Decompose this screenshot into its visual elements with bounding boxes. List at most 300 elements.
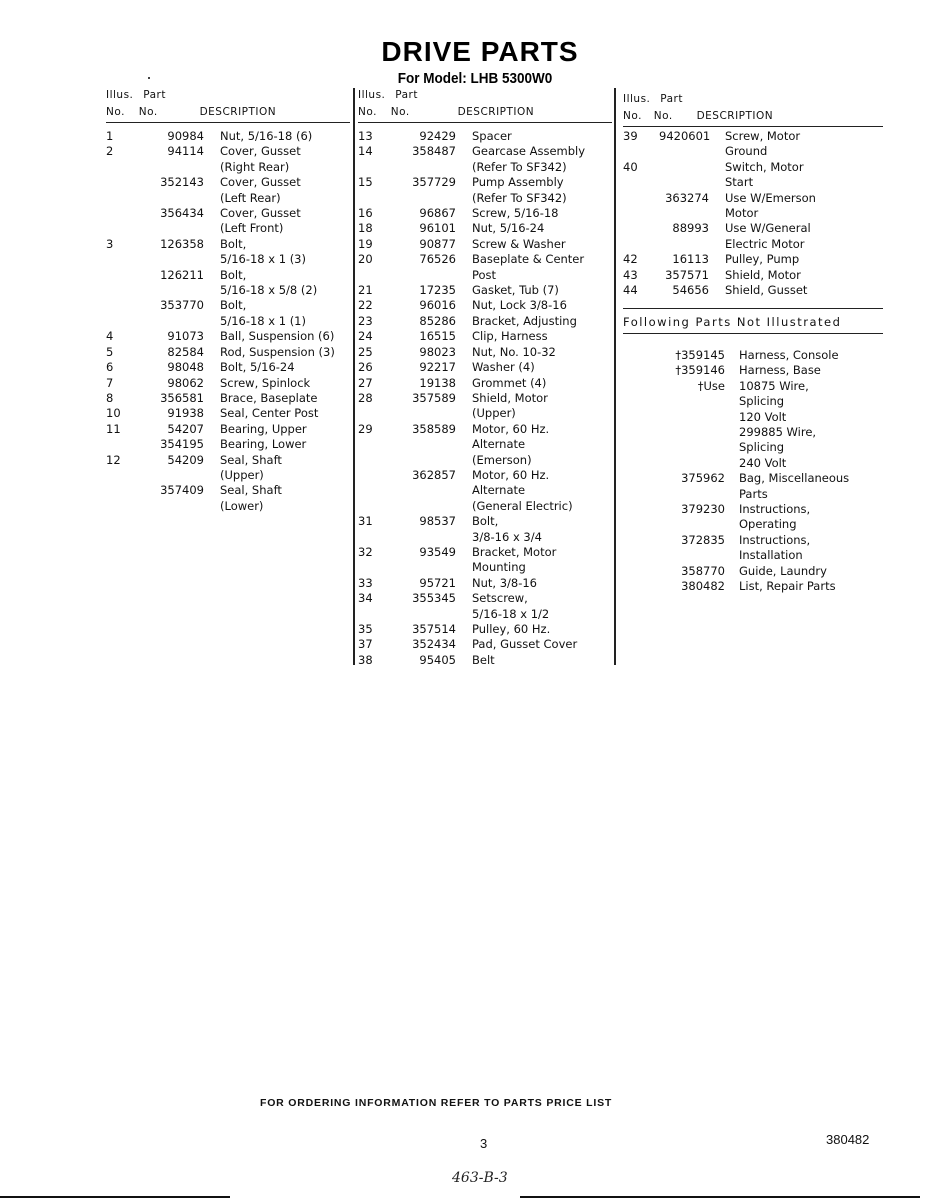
part-description: Start bbox=[725, 175, 754, 190]
part-description: Splicing bbox=[739, 440, 785, 455]
table-row bbox=[106, 206, 350, 221]
part-description: Pad, Gusset Cover bbox=[472, 637, 578, 652]
table-row bbox=[106, 175, 350, 190]
table-row bbox=[623, 206, 883, 221]
illus-number: 12 bbox=[106, 452, 121, 467]
part-description: Nut, 3/8-16 bbox=[472, 575, 538, 590]
table-row bbox=[623, 410, 883, 425]
illus-number: 26 bbox=[358, 360, 373, 375]
part-description: Alternate bbox=[472, 437, 526, 452]
table-row bbox=[358, 129, 612, 144]
part-number bbox=[659, 237, 725, 252]
part-number: 85286 bbox=[419, 313, 456, 328]
table-row bbox=[623, 548, 883, 563]
part-number: 358770 bbox=[681, 563, 725, 578]
part-description: Bolt, bbox=[220, 236, 247, 251]
table-row bbox=[358, 345, 612, 360]
table-row bbox=[106, 329, 350, 344]
part-number bbox=[659, 160, 725, 175]
part-number: 352434 bbox=[412, 637, 456, 652]
part-description: 240 Volt bbox=[739, 455, 787, 470]
table-row bbox=[106, 406, 350, 421]
illus-number: 3 bbox=[106, 236, 114, 251]
table-row bbox=[358, 530, 612, 545]
part-description: Shield, Gusset bbox=[725, 283, 808, 298]
part-number: 96101 bbox=[419, 221, 456, 236]
part-number: 375962 bbox=[681, 471, 725, 486]
illus-number bbox=[358, 453, 396, 468]
part-description: Bracket, Adjusting bbox=[472, 313, 577, 328]
table-row bbox=[106, 298, 350, 313]
part-number: 92217 bbox=[419, 360, 456, 375]
table-row bbox=[358, 329, 612, 344]
part-description: Brace, Baseplate bbox=[220, 390, 318, 405]
part-description: Post bbox=[472, 267, 497, 282]
table-row bbox=[358, 483, 612, 498]
part-number: 98023 bbox=[419, 344, 456, 359]
part-number: 95405 bbox=[419, 652, 456, 667]
part-number: 19138 bbox=[419, 375, 456, 390]
table-row bbox=[358, 268, 612, 283]
part-description: Guide, Laundry bbox=[739, 563, 827, 578]
part-number: 90877 bbox=[419, 236, 456, 251]
table-row bbox=[106, 160, 350, 175]
illus-number bbox=[623, 175, 659, 190]
illus-number bbox=[358, 468, 396, 483]
table-row bbox=[623, 144, 883, 159]
description-label: DESCRIPTION bbox=[696, 110, 774, 122]
part-number: 352143 bbox=[160, 175, 204, 190]
part-description: Pulley, 60 Hz. bbox=[472, 622, 551, 636]
part-number: 380482 bbox=[681, 578, 725, 593]
part-number: 354195 bbox=[160, 437, 204, 452]
part-number: 358487 bbox=[412, 144, 456, 159]
part-number bbox=[623, 440, 739, 455]
part-description: (Upper) bbox=[220, 467, 264, 482]
part-description: Bolt, bbox=[472, 514, 499, 529]
no-label: No. bbox=[390, 106, 410, 118]
part-description: Cover, Gusset bbox=[220, 175, 301, 190]
part-number: 98048 bbox=[167, 360, 204, 375]
illus-number: 35 bbox=[358, 622, 373, 636]
column-divider bbox=[614, 88, 616, 665]
illus-number: 27 bbox=[358, 375, 373, 390]
illus-number: 40 bbox=[623, 159, 638, 174]
table-row bbox=[106, 129, 350, 144]
part-number: 126358 bbox=[160, 236, 204, 251]
illus-number: 10 bbox=[106, 406, 121, 421]
bottom-rule bbox=[0, 1196, 230, 1198]
part-description: 10875 Wire, bbox=[739, 378, 809, 393]
part-number: 9420601 bbox=[659, 129, 711, 143]
part-number: 16113 bbox=[672, 252, 709, 267]
part-number bbox=[396, 191, 472, 206]
illus-number bbox=[106, 298, 144, 313]
illus-number: 16 bbox=[358, 206, 373, 221]
illus-number bbox=[106, 221, 144, 236]
table-row bbox=[106, 283, 350, 298]
illus-number bbox=[358, 268, 396, 283]
table-row bbox=[623, 456, 883, 471]
part-description: Use W/General bbox=[725, 221, 811, 236]
handwritten-note: 463-B-3 bbox=[452, 1170, 508, 1186]
part-number bbox=[144, 252, 220, 267]
illus-number: 19 bbox=[358, 236, 373, 251]
table-row bbox=[623, 579, 883, 594]
table-row bbox=[358, 206, 612, 221]
part-description: Motor bbox=[725, 206, 759, 221]
part-number bbox=[396, 453, 472, 468]
illus-number bbox=[358, 530, 396, 545]
table-row bbox=[358, 221, 612, 236]
illus-number: 39 bbox=[623, 129, 638, 143]
part-number: 91938 bbox=[167, 406, 204, 421]
illus-number: 11 bbox=[106, 421, 121, 436]
part-number bbox=[396, 160, 472, 175]
part-number bbox=[396, 560, 472, 575]
table-row bbox=[358, 237, 612, 252]
table-row bbox=[623, 425, 883, 440]
part-description: Nut, No. 10-32 bbox=[472, 344, 556, 359]
part-number bbox=[623, 487, 739, 502]
illus-number bbox=[358, 560, 396, 575]
table-row bbox=[106, 144, 350, 159]
part-number: 357409 bbox=[160, 483, 204, 498]
part-description: (Right Rear) bbox=[220, 159, 290, 174]
part-number bbox=[623, 548, 739, 563]
part-description: Gasket, Tub (7) bbox=[472, 283, 559, 298]
part-number bbox=[659, 144, 725, 159]
part-description: Grommet (4) bbox=[472, 375, 547, 390]
part-description: (Refer To SF342) bbox=[472, 190, 567, 205]
part-description: Screw, Motor bbox=[725, 129, 801, 143]
part-description: Pulley, Pump bbox=[725, 252, 800, 267]
illus-number: 8 bbox=[106, 390, 114, 405]
document-number: 380482 bbox=[826, 1132, 870, 1147]
part-description: Ground bbox=[725, 144, 768, 159]
header-rule bbox=[106, 122, 350, 123]
part-label: Part bbox=[395, 89, 418, 101]
part-number bbox=[396, 483, 472, 498]
part-number: 92429 bbox=[419, 129, 456, 143]
table-row bbox=[358, 360, 612, 375]
illus-number bbox=[106, 314, 144, 329]
part-number bbox=[623, 410, 739, 425]
part-number bbox=[144, 468, 220, 483]
table-row bbox=[358, 607, 612, 622]
part-description: Shield, Motor bbox=[725, 267, 801, 282]
illus-number: 34 bbox=[358, 591, 373, 606]
illus-number bbox=[358, 191, 396, 206]
illus-number bbox=[623, 144, 659, 159]
part-number: 17235 bbox=[419, 283, 456, 298]
illus-number: 33 bbox=[358, 575, 373, 590]
table-row bbox=[623, 175, 883, 190]
part-description: Belt bbox=[472, 652, 495, 667]
table-row bbox=[358, 298, 612, 313]
part-number bbox=[659, 175, 725, 190]
part-number: 126211 bbox=[160, 267, 204, 282]
table-row bbox=[106, 468, 350, 483]
table-row bbox=[623, 348, 883, 363]
part-description: Setscrew, bbox=[472, 591, 528, 606]
table-row bbox=[358, 283, 612, 298]
part-number: †359146 bbox=[675, 363, 725, 378]
table-row bbox=[358, 514, 612, 529]
part-description: Mounting bbox=[472, 560, 526, 575]
part-number: 356581 bbox=[160, 390, 204, 405]
table-row bbox=[358, 160, 612, 175]
part-description: Clip, Harness bbox=[472, 329, 548, 344]
part-number bbox=[144, 191, 220, 206]
table-row bbox=[358, 637, 612, 652]
table-row bbox=[358, 376, 612, 391]
illus-number: 44 bbox=[623, 283, 638, 298]
no-label: No. bbox=[138, 106, 158, 118]
illus-number: 24 bbox=[358, 329, 373, 344]
part-number bbox=[144, 314, 220, 329]
part-number: 54209 bbox=[167, 452, 204, 467]
part-description: 5/16-18 x 1 (3) bbox=[220, 252, 306, 267]
parts-list bbox=[358, 129, 612, 668]
illus-number: 29 bbox=[358, 421, 373, 436]
header-rule bbox=[358, 122, 612, 123]
column-divider bbox=[353, 88, 355, 665]
illus-number bbox=[106, 160, 144, 175]
page-title: DRIVE PARTS bbox=[381, 36, 579, 67]
table-row bbox=[106, 376, 350, 391]
not-illustrated-heading: Following Parts Not Illustrated bbox=[623, 308, 883, 333]
part-number bbox=[396, 406, 472, 421]
illus-number: 1 bbox=[106, 129, 114, 143]
part-description: Harness, Console bbox=[739, 347, 839, 362]
part-number: 90984 bbox=[167, 129, 204, 143]
part-description: List, Repair Parts bbox=[739, 578, 836, 593]
part-description: Washer (4) bbox=[472, 360, 535, 375]
table-row bbox=[106, 437, 350, 452]
column-header bbox=[623, 92, 883, 126]
illus-number bbox=[358, 160, 396, 175]
part-description: (Left Front) bbox=[220, 221, 284, 236]
column-header bbox=[106, 88, 350, 122]
part-description: Nut, 5/16-24 bbox=[472, 221, 545, 236]
illus-number bbox=[623, 237, 659, 252]
part-description: Nut, Lock 3/8-16 bbox=[472, 298, 567, 313]
part-description: 3/8-16 x 3/4 bbox=[472, 529, 542, 544]
part-number: 96016 bbox=[419, 298, 456, 313]
table-row bbox=[106, 221, 350, 236]
part-description: (General Electric) bbox=[472, 498, 573, 513]
part-description: Instructions, bbox=[739, 501, 811, 516]
part-number bbox=[396, 499, 472, 514]
part-number: 362857 bbox=[412, 467, 456, 482]
table-row bbox=[106, 499, 350, 514]
part-description: 5/16-18 x 1 (1) bbox=[220, 313, 306, 328]
illus-number bbox=[106, 283, 144, 298]
part-number: 93549 bbox=[419, 544, 456, 559]
table-row bbox=[623, 283, 883, 298]
no-label: No. bbox=[653, 110, 673, 122]
parts-column-3 bbox=[623, 88, 883, 594]
part-number: 355345 bbox=[412, 591, 456, 606]
part-description: Shield, Motor bbox=[472, 390, 548, 405]
part-description: Bolt, bbox=[220, 298, 247, 313]
part-description: Bracket, Motor bbox=[472, 544, 557, 559]
part-number bbox=[144, 499, 220, 514]
part-number: 358589 bbox=[412, 421, 456, 436]
parts-column-2 bbox=[358, 88, 612, 668]
part-description: Operating bbox=[739, 517, 797, 532]
part-description: Installation bbox=[739, 548, 803, 563]
model-subtitle: For Model: LHB 5300W0 bbox=[397, 70, 553, 87]
table-row bbox=[106, 191, 350, 206]
table-row bbox=[358, 314, 612, 329]
part-description: Screw, Spinlock bbox=[220, 375, 311, 390]
table-row bbox=[106, 483, 350, 498]
table-row bbox=[358, 422, 612, 437]
illus-number bbox=[106, 468, 144, 483]
part-number: 98062 bbox=[167, 375, 204, 390]
table-row bbox=[623, 237, 883, 252]
part-number: 356434 bbox=[160, 206, 204, 221]
illus-number: 5 bbox=[106, 344, 114, 359]
part-number: 372835 bbox=[681, 532, 725, 547]
part-number: †Use bbox=[697, 378, 725, 393]
table-row bbox=[358, 175, 612, 190]
description-label: DESCRIPTION bbox=[457, 106, 535, 118]
illus-number bbox=[106, 483, 144, 498]
part-number: 88993 bbox=[672, 221, 709, 236]
part-number: 54656 bbox=[672, 283, 709, 298]
illus-label: Illus. bbox=[358, 89, 386, 101]
illus-number: 14 bbox=[358, 144, 373, 159]
part-description: 5/16-18 x 5/8 (2) bbox=[220, 283, 318, 298]
table-row bbox=[358, 591, 612, 606]
part-number: 357729 bbox=[412, 175, 456, 190]
table-row bbox=[358, 437, 612, 452]
part-description: (Upper) bbox=[472, 406, 516, 421]
table-row bbox=[358, 252, 612, 267]
part-description: Motor, 60 Hz. bbox=[472, 467, 550, 482]
part-description: Bearing, Lower bbox=[220, 437, 307, 452]
illus-number: 37 bbox=[358, 637, 373, 652]
illus-number bbox=[358, 607, 396, 622]
illus-number bbox=[106, 191, 144, 206]
part-description: Screw, 5/16-18 bbox=[472, 206, 559, 221]
table-row bbox=[106, 268, 350, 283]
page-number: 3 bbox=[480, 1136, 488, 1151]
part-number: 357589 bbox=[412, 390, 456, 405]
part-number: 76526 bbox=[419, 252, 456, 267]
table-row bbox=[623, 268, 883, 283]
table-row bbox=[106, 360, 350, 375]
table-row bbox=[106, 453, 350, 468]
table-row bbox=[358, 545, 612, 560]
table-row bbox=[358, 453, 612, 468]
part-number: 96867 bbox=[419, 206, 456, 221]
table-row bbox=[358, 406, 612, 421]
part-description: Nut, 5/16-18 (6) bbox=[220, 129, 313, 143]
table-row bbox=[623, 221, 883, 236]
description-label: DESCRIPTION bbox=[199, 106, 277, 118]
ordering-note: FOR ORDERING INFORMATION REFER TO PARTS PRICE LIST bbox=[260, 1097, 613, 1109]
illus-number: 31 bbox=[358, 514, 373, 529]
part-number: 357571 bbox=[665, 267, 709, 282]
illus-number bbox=[358, 437, 396, 452]
part-description: Instructions, bbox=[739, 532, 811, 547]
table-row bbox=[106, 422, 350, 437]
table-row bbox=[358, 144, 612, 159]
part-number: 95721 bbox=[419, 575, 456, 590]
illus-number: 4 bbox=[106, 329, 114, 344]
part-description: Bolt, 5/16-24 bbox=[220, 360, 295, 375]
part-number bbox=[396, 607, 472, 622]
part-description: Seal, Shaft bbox=[220, 483, 282, 498]
header-rule bbox=[623, 126, 883, 127]
part-description: Splicing bbox=[739, 394, 785, 409]
table-row bbox=[106, 391, 350, 406]
illus-number: 13 bbox=[358, 129, 373, 143]
illus-number: 25 bbox=[358, 344, 373, 359]
table-row bbox=[358, 468, 612, 483]
part-description: Seal, Center Post bbox=[220, 406, 319, 421]
parts-list bbox=[106, 129, 350, 514]
part-description: Bearing, Upper bbox=[220, 421, 307, 436]
table-row bbox=[623, 440, 883, 455]
illus-number: 38 bbox=[358, 652, 373, 667]
part-number bbox=[144, 221, 220, 236]
part-description: Rod, Suspension (3) bbox=[220, 344, 335, 359]
illus-number bbox=[623, 191, 659, 206]
table-row bbox=[358, 622, 612, 637]
part-description: Screw & Washer bbox=[472, 236, 566, 251]
part-description: Bag, Miscellaneous bbox=[739, 471, 850, 486]
part-number: †359145 bbox=[675, 347, 725, 362]
bottom-rule bbox=[520, 1196, 920, 1198]
table-row bbox=[358, 391, 612, 406]
part-number bbox=[396, 268, 472, 283]
illus-number bbox=[358, 499, 396, 514]
illus-number bbox=[106, 437, 144, 452]
part-number bbox=[623, 517, 739, 532]
part-description: (Refer To SF342) bbox=[472, 159, 567, 174]
table-row bbox=[623, 379, 883, 394]
part-description: Use W/Emerson bbox=[725, 190, 816, 205]
part-number bbox=[144, 160, 220, 175]
part-description: (Lower) bbox=[220, 498, 264, 513]
table-row bbox=[106, 345, 350, 360]
table-row bbox=[623, 533, 883, 548]
illus-label: Illus. bbox=[623, 93, 651, 105]
illus-number: 28 bbox=[358, 390, 373, 405]
part-description: (Left Rear) bbox=[220, 190, 281, 205]
illus-number: 21 bbox=[358, 283, 373, 298]
part-number: 94114 bbox=[167, 144, 204, 159]
part-description: Gearcase Assembly bbox=[472, 144, 586, 159]
part-description: Cover, Gusset bbox=[220, 144, 301, 159]
part-number bbox=[396, 437, 472, 452]
no-label: No. bbox=[623, 110, 642, 122]
illus-number bbox=[106, 206, 144, 221]
part-number bbox=[623, 456, 739, 471]
illus-number: 18 bbox=[358, 221, 373, 236]
part-number: 363274 bbox=[665, 190, 709, 205]
part-description: Switch, Motor bbox=[725, 159, 804, 174]
table-row bbox=[358, 653, 612, 668]
part-number: 357514 bbox=[412, 622, 456, 636]
table-row bbox=[623, 487, 883, 502]
not-illustrated-list bbox=[623, 348, 883, 595]
